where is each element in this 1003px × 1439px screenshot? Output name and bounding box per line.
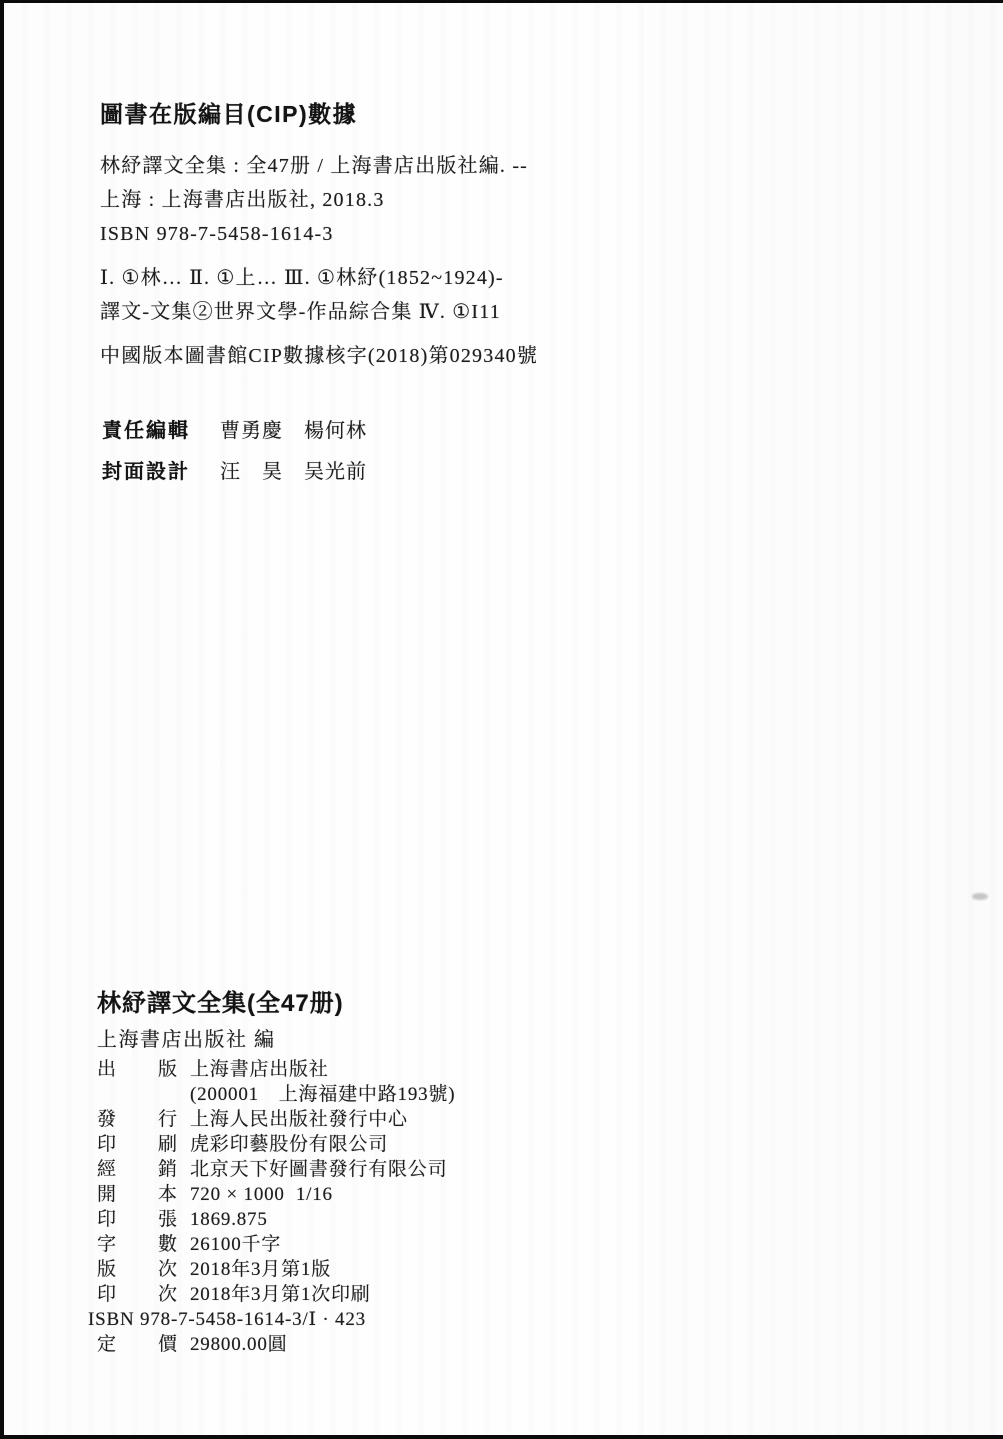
credit-row-cover-design	[102, 449, 367, 490]
row-seller	[97, 1157, 657, 1182]
row-price-value: 29800.00圓	[190, 1334, 288, 1355]
row-format-value: 720 × 1000 1/16	[190, 1184, 333, 1205]
cip-publisher-line: 上海 : 上海書店出版社, 2018.3	[100, 189, 385, 211]
row-format	[97, 1182, 657, 1207]
cip-isbn-line: ISBN 978-7-5458-1614-3	[100, 223, 334, 245]
cip-classification-line-2: 譯文-文集②世界文學-作品綜合集 Ⅳ. ①I11	[100, 301, 501, 323]
row-sheets-value: 1869.875	[190, 1209, 268, 1230]
row-seller-value: 北京天下好圖書發行有限公司	[190, 1159, 448, 1180]
cip-heading: 圖書在版編目(CIP)數據	[100, 101, 358, 127]
publication-details	[88, 1057, 657, 1357]
row-price-label: 定價	[97, 1334, 177, 1355]
row-printer-value: 虎彩印藝股份有限公司	[190, 1134, 389, 1155]
scan-smudge-artifact	[972, 893, 988, 900]
credit-value-responsible-editor: 曹勇慶 楊何林	[220, 420, 367, 442]
credit-value-cover-design: 汪 昊 吴光前	[220, 461, 367, 483]
row-printer	[97, 1132, 657, 1157]
credit-label-cover-design: 封面設計	[102, 461, 190, 483]
row-word-count-value: 26100千字	[190, 1234, 282, 1255]
row-word-count-label: 字數	[97, 1234, 177, 1255]
row-sheets-label: 印張	[97, 1209, 177, 1230]
row-publisher-value: 上海書店出版社	[190, 1059, 329, 1080]
row-publisher	[97, 1057, 657, 1082]
row-distributor	[97, 1107, 657, 1132]
row-word-count	[97, 1232, 657, 1257]
row-format-label: 開本	[97, 1184, 177, 1205]
row-impression-label: 印次	[97, 1284, 177, 1305]
book-title: 林紓譯文全集(全47册)	[97, 990, 344, 1017]
cip-record-number-line: 中國版本圖書館CIP數據核字(2018)第029340號	[100, 345, 539, 367]
row-edition-label: 版次	[97, 1259, 177, 1280]
row-edition-value: 2018年3月第1版	[190, 1259, 332, 1280]
row-seller-label: 經銷	[97, 1159, 177, 1180]
scan-edge-bottom	[0, 1435, 1003, 1439]
cip-title-line: 林紓譯文全集 : 全47册 / 上海書店出版社編. --	[100, 155, 529, 177]
credits-section	[102, 408, 367, 490]
colophon-section	[88, 988, 657, 1357]
credit-row-editor	[102, 408, 367, 449]
cip-section	[100, 96, 538, 373]
row-publisher-label: 出版	[97, 1059, 177, 1080]
scan-edge-top	[0, 0, 1003, 3]
cip-classification-line-1: Ⅰ. ①林… Ⅱ. ①上… Ⅲ. ①林紓(1852~1924)-	[100, 267, 504, 289]
row-distributor-label: 發行	[97, 1109, 177, 1130]
credit-label-responsible-editor: 責任編輯	[102, 420, 190, 442]
editor-line: 上海書店出版社 編	[97, 1029, 276, 1051]
colophon-isbn-line: ISBN 978-7-5458-1614-3/Ⅰ · 423	[88, 1309, 366, 1330]
row-sheets	[97, 1207, 657, 1232]
row-distributor-value: 上海人民出版社發行中心	[190, 1109, 408, 1130]
row-impression	[97, 1282, 657, 1307]
row-edition	[97, 1257, 657, 1282]
row-impression-value: 2018年3月第1次印刷	[190, 1284, 371, 1305]
row-publisher-address: (200001 上海福建中路193號)	[190, 1084, 456, 1105]
scan-edge-left	[0, 0, 4, 1439]
row-printer-label: 印刷	[97, 1134, 177, 1155]
row-price	[97, 1332, 657, 1357]
